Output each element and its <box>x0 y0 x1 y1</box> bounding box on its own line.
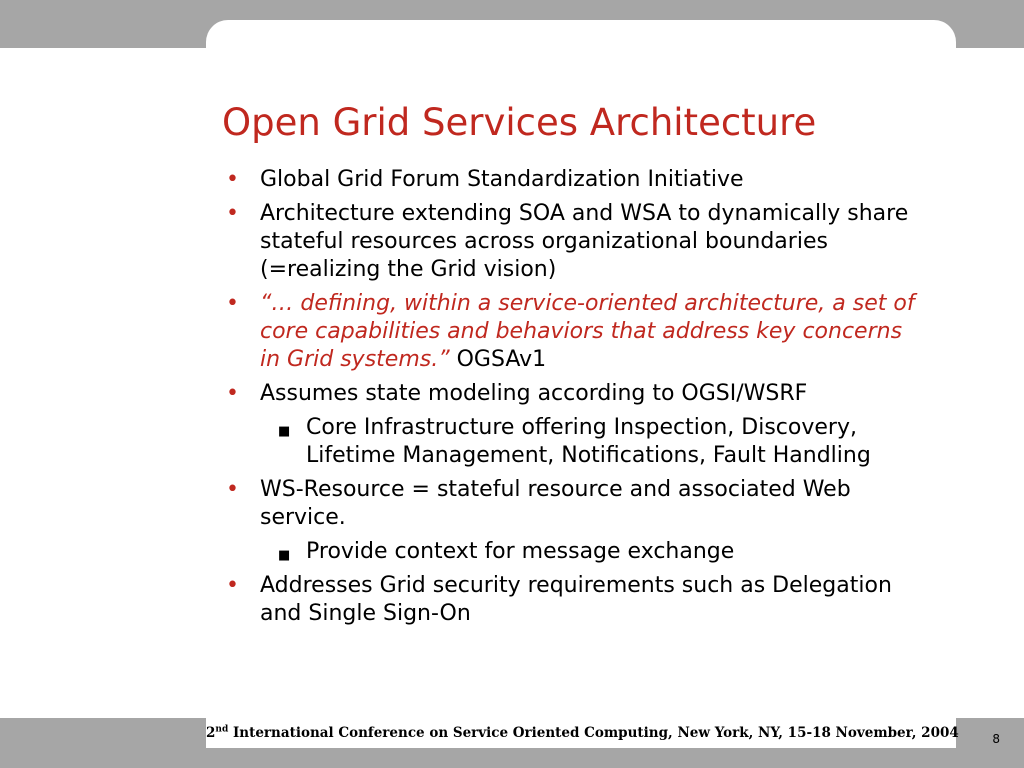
bullet-text: WS-Resource = stateful resource and associated Web service. <box>260 477 851 530</box>
bullet-item <box>226 380 926 408</box>
square-bullet-icon: ■ <box>278 424 291 439</box>
slide-panel-right <box>940 48 1024 718</box>
sub-bullet-item <box>272 538 926 566</box>
bullet-text: Assumes state modeling according to OGSI/WSRF <box>260 381 808 406</box>
slide-title: Open Grid Services Architecture <box>222 101 817 144</box>
quote-text: “… defining, within a service-oriented architecture, a set of core capabilities and behaviors that address key concerns in Grid systems.” <box>260 291 915 372</box>
bullet-item <box>226 200 926 284</box>
bullet-icon: • <box>226 201 239 226</box>
page-number: 8 <box>992 732 1000 746</box>
sub-bullet-text: Provide context for message exchange <box>306 539 735 564</box>
bullet-item <box>226 166 926 194</box>
slide-panel-left <box>0 48 206 718</box>
bullet-icon: • <box>226 381 239 406</box>
footer-conference <box>206 718 959 748</box>
sub-bullet-item <box>272 414 926 470</box>
footer-ordinal: 2 <box>206 725 216 741</box>
bullet-item <box>226 476 926 532</box>
bullet-icon: • <box>226 291 239 316</box>
quote-source: OGSAv1 <box>449 347 547 372</box>
bullet-text: Architecture extending SOA and WSA to dynamically share stateful resources across organizational boundaries (=realizing the Grid vision) <box>260 201 909 282</box>
bullet-icon: • <box>226 167 239 192</box>
bullet-item <box>226 290 926 374</box>
bullet-list <box>226 166 926 634</box>
square-bullet-icon: ■ <box>278 548 291 563</box>
footer-ordinal-suffix: nd <box>215 724 229 735</box>
sub-bullet-text: Core Infrastructure offering Inspection, Discovery, Lifetime Management, Notifications, Fault Handling <box>306 415 871 468</box>
footer-conference-text: International Conference on Service Oriented Computing, New York, NY, 15-18 November, 2004 <box>228 725 959 741</box>
bullet-item <box>226 572 926 628</box>
bullet-text: Addresses Grid security requirements such as Delegation and Single Sign-On <box>260 573 892 626</box>
bullet-icon: • <box>226 477 239 502</box>
bullet-text: Global Grid Forum Standardization Initiative <box>260 167 744 192</box>
bullet-icon: • <box>226 573 239 598</box>
